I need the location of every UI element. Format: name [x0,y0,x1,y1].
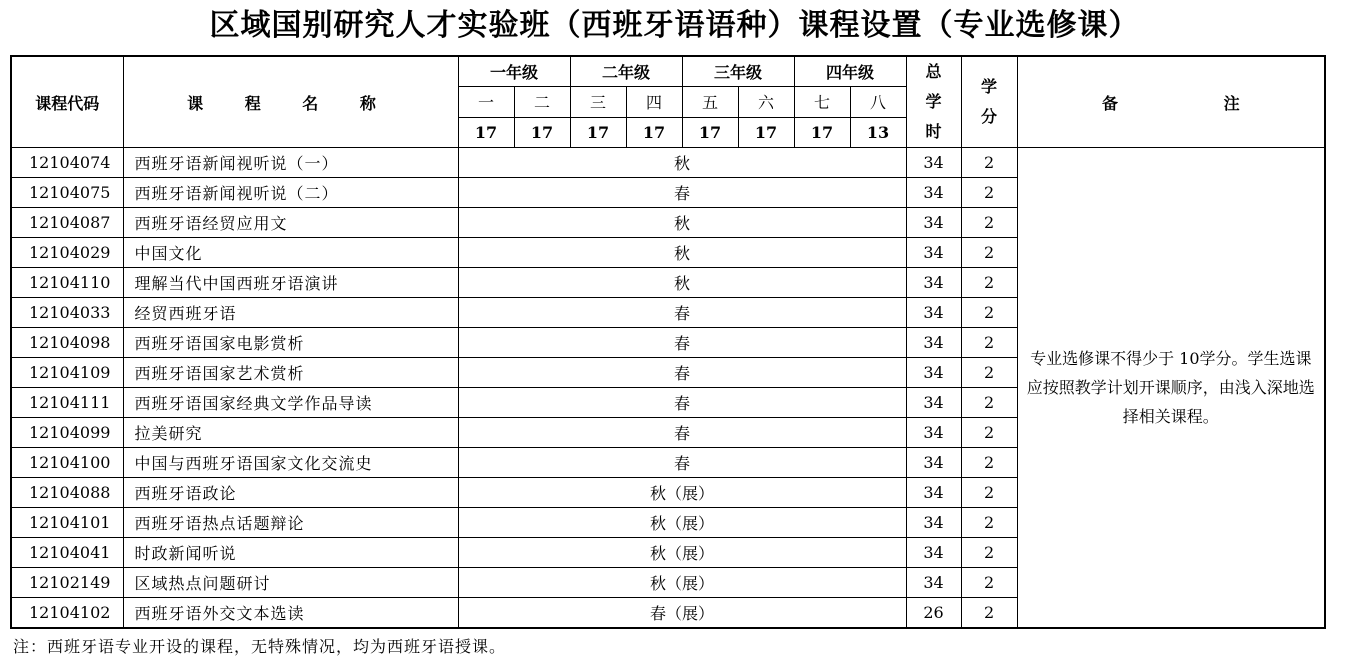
total-hours-cell: 34 [906,388,961,418]
header-total-hours-char: 学 [925,92,942,111]
semester-cell: 二 [514,87,570,117]
remarks-cell: 专业选修课不得少于 10学分。学生选课应按照教学计划开课顺序，由浅入深地选择相关课程。 [1017,148,1325,629]
total-hours-cell: 34 [906,298,961,328]
credits-cell: 2 [961,478,1017,508]
total-hours-cell: 34 [906,568,961,598]
course-name-cell: 西班牙语政论 [123,478,458,508]
course-table [10,55,1326,629]
header-credits [961,56,1017,148]
table-header [11,56,1325,148]
credits-cell: 2 [961,538,1017,568]
course-code-cell: 12104041 [11,538,123,568]
total-hours-cell: 34 [906,268,961,298]
weeks-cell: 17 [682,117,738,147]
header-course-name: 课 程 名 称 [123,56,458,148]
footnote: 注：西班牙语专业开设的课程，无特殊情况，均为西班牙语授课。 [13,637,507,656]
total-hours-cell: 34 [906,418,961,448]
term-cell: 秋 [458,238,906,268]
weeks-cell: 17 [794,117,850,147]
header-total-hours [906,56,961,148]
course-code-cell: 12104101 [11,508,123,538]
header-total-hours-char: 时 [925,122,942,141]
page-title: 区域国别研究人才实验班（西班牙语语种）课程设置（专业选修课） [209,8,1140,43]
course-name-cell: 拉美研究 [123,418,458,448]
course-name-cell: 经贸西班牙语 [123,298,458,328]
total-hours-cell: 26 [906,598,961,629]
credits-cell: 2 [961,298,1017,328]
course-name-cell: 时政新闻听说 [123,538,458,568]
course-name-cell: 区域热点问题研讨 [123,568,458,598]
course-code-cell: 12104029 [11,238,123,268]
semester-cell: 五 [682,87,738,117]
credits-cell: 2 [961,208,1017,238]
term-cell: 秋 [458,148,906,178]
course-code-cell: 12102149 [11,568,123,598]
credits-cell: 2 [961,508,1017,538]
credits-cell: 2 [961,328,1017,358]
term-cell: 春 [458,418,906,448]
weeks-cell: 17 [458,117,514,147]
credits-cell: 2 [961,268,1017,298]
total-hours-cell: 34 [906,508,961,538]
credits-cell: 2 [961,148,1017,178]
credits-cell: 2 [961,388,1017,418]
weeks-cell: 17 [570,117,626,147]
header-credits-char: 学 [981,77,998,96]
semester-cell: 三 [570,87,626,117]
header-credits-char: 分 [981,107,998,126]
weeks-cell: 17 [514,117,570,147]
credits-cell: 2 [961,178,1017,208]
term-cell: 秋（展） [458,568,906,598]
header-remarks: 备 注 [1017,56,1325,148]
semester-cell: 六 [738,87,794,117]
semester-cell: 一 [458,87,514,117]
semester-cell: 四 [626,87,682,117]
table-body [11,148,1325,629]
course-code-cell: 12104075 [11,178,123,208]
course-name-cell: 西班牙语国家电影赏析 [123,328,458,358]
weeks-cell: 17 [626,117,682,147]
course-code-cell: 12104088 [11,478,123,508]
course-name-cell: 中国与西班牙语国家文化交流史 [123,448,458,478]
header-course-code: 课程代码 [11,56,123,148]
credits-cell: 2 [961,598,1017,629]
credits-cell: 2 [961,358,1017,388]
course-name-cell: 西班牙语经贸应用文 [123,208,458,238]
semester-cell: 八 [850,87,906,117]
course-code-cell: 12104098 [11,328,123,358]
credits-cell: 2 [961,238,1017,268]
course-name-cell: 理解当代中国西班牙语演讲 [123,268,458,298]
course-name-cell: 西班牙语新闻视听说（一） [123,148,458,178]
course-name-cell: 西班牙语国家经典文学作品导读 [123,388,458,418]
total-hours-cell: 34 [906,238,961,268]
header-grade-4: 四年级 [794,56,906,87]
term-cell: 秋 [458,268,906,298]
weeks-cell: 13 [850,117,906,147]
term-cell: 春 [458,328,906,358]
credits-cell: 2 [961,418,1017,448]
course-name-cell: 西班牙语热点话题辩论 [123,508,458,538]
term-cell: 秋（展） [458,538,906,568]
course-code-cell: 12104102 [11,598,123,629]
total-hours-cell: 34 [906,538,961,568]
term-cell: 春 [458,178,906,208]
term-cell: 秋 [458,208,906,238]
course-code-cell: 12104099 [11,418,123,448]
course-code-cell: 12104111 [11,388,123,418]
course-name-cell: 中国文化 [123,238,458,268]
term-cell: 春 [458,388,906,418]
table-row [11,148,1325,178]
total-hours-cell: 34 [906,478,961,508]
weeks-cell: 17 [738,117,794,147]
total-hours-cell: 34 [906,448,961,478]
term-cell: 春 [458,358,906,388]
term-cell: 春 [458,298,906,328]
term-cell: 春（展） [458,598,906,629]
total-hours-cell: 34 [906,208,961,238]
header-grade-1: 一年级 [458,56,570,87]
header-total-hours-char: 总 [925,62,942,81]
term-cell: 秋（展） [458,478,906,508]
header-grade-3: 三年级 [682,56,794,87]
total-hours-cell: 34 [906,328,961,358]
total-hours-cell: 34 [906,178,961,208]
header-grade-2: 二年级 [570,56,682,87]
total-hours-cell: 34 [906,358,961,388]
total-hours-cell: 34 [906,148,961,178]
course-code-cell: 12104033 [11,298,123,328]
course-code-cell: 12104087 [11,208,123,238]
course-name-cell: 西班牙语外交文本选读 [123,598,458,629]
course-code-cell: 12104110 [11,268,123,298]
credits-cell: 2 [961,568,1017,598]
course-code-cell: 12104109 [11,358,123,388]
term-cell: 秋（展） [458,508,906,538]
semester-cell: 七 [794,87,850,117]
course-name-cell: 西班牙语新闻视听说（二） [123,178,458,208]
course-code-cell: 12104074 [11,148,123,178]
credits-cell: 2 [961,448,1017,478]
term-cell: 春 [458,448,906,478]
course-code-cell: 12104100 [11,448,123,478]
course-name-cell: 西班牙语国家艺术赏析 [123,358,458,388]
